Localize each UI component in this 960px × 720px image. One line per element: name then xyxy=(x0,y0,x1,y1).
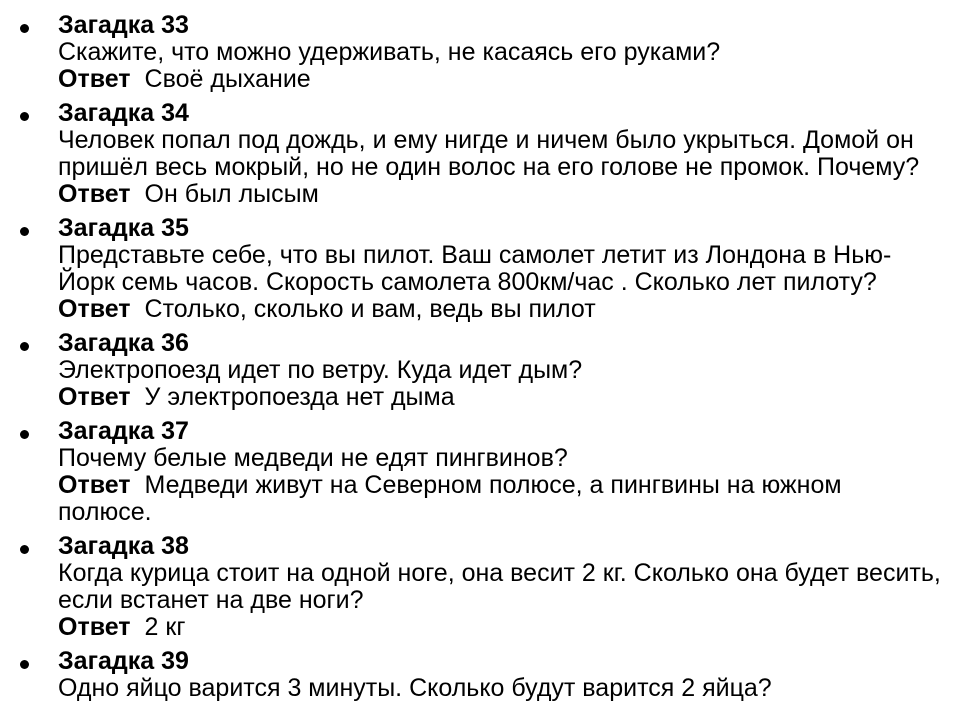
answer-text: Он был лысым xyxy=(144,180,319,208)
bullet-icon xyxy=(20,112,29,121)
riddle-question: Представьте себе, что вы пилот. Ваш самолет летит из Лондона в Нью-Йорк семь часов. Скорость самолета 800км/час . Сколько лет пилоту? xyxy=(58,241,892,296)
riddle-item-33 xyxy=(0,12,960,93)
riddle-title: Загадка 36 xyxy=(58,329,189,357)
riddle-title: Загадка 34 xyxy=(58,99,189,127)
answer-label: Ответ xyxy=(58,471,131,499)
answer-label: Ответ xyxy=(58,383,131,411)
riddle-answer-line xyxy=(58,472,942,526)
riddle-title: Загадка 38 xyxy=(58,532,189,560)
answer-text: Столько, сколько и вам, ведь вы пилот xyxy=(144,295,596,323)
answer-text: 2 кг xyxy=(144,613,186,641)
riddle-answer-line xyxy=(58,66,942,93)
bullet-icon xyxy=(20,342,29,351)
riddle-item-39 xyxy=(0,648,960,702)
answer-label: Ответ xyxy=(58,613,131,641)
answer-label: Ответ xyxy=(58,65,131,93)
riddle-item-34 xyxy=(0,100,960,208)
riddle-list xyxy=(0,12,960,709)
riddle-answer-line xyxy=(58,384,942,411)
riddle-answer-line xyxy=(58,181,942,208)
riddle-question: Почему белые медведи не едят пингвинов? xyxy=(58,444,568,472)
riddle-title: Загадка 39 xyxy=(58,647,189,675)
answer-text: У электропоезда нет дыма xyxy=(144,383,455,411)
riddle-question: Человек попал под дождь, и ему нигде и ничем было укрыться. Домой он пришёл весь мокрый, но не один волос на его голове не промок. Почему? xyxy=(58,126,920,181)
riddle-title: Загадка 35 xyxy=(58,214,189,242)
riddle-question: Скажите, что можно удерживать, не касаясь его руками? xyxy=(58,38,721,66)
bullet-icon xyxy=(20,660,29,669)
answer-label: Ответ xyxy=(58,295,131,323)
bullet-icon xyxy=(20,24,29,33)
riddle-item-36 xyxy=(0,330,960,411)
answer-text: Медведи живут на Северном полюсе, а пингвины на южном полюсе. xyxy=(58,471,842,526)
riddle-item-38 xyxy=(0,533,960,641)
riddle-answer-line xyxy=(58,614,942,641)
riddle-question: Электропоезд идет по ветру. Куда идет дым? xyxy=(58,356,583,384)
riddle-item-35 xyxy=(0,215,960,323)
riddle-question: Одно яйцо варится 3 минуты. Сколько будут варится 2 яйца? xyxy=(58,674,772,702)
bullet-icon xyxy=(20,545,29,554)
riddle-question: Когда курица стоит на одной ноге, она весит 2 кг. Сколько она будет весить, если встанет на две ноги? xyxy=(58,559,941,614)
bullet-icon xyxy=(20,227,29,236)
riddle-title: Загадка 37 xyxy=(58,417,189,445)
answer-label: Ответ xyxy=(58,180,131,208)
riddle-item-37 xyxy=(0,418,960,526)
answer-text: Своё дыхание xyxy=(144,65,311,93)
bullet-icon xyxy=(20,430,29,439)
riddle-answer-line xyxy=(58,296,942,323)
riddle-title: Загадка 33 xyxy=(58,11,189,39)
